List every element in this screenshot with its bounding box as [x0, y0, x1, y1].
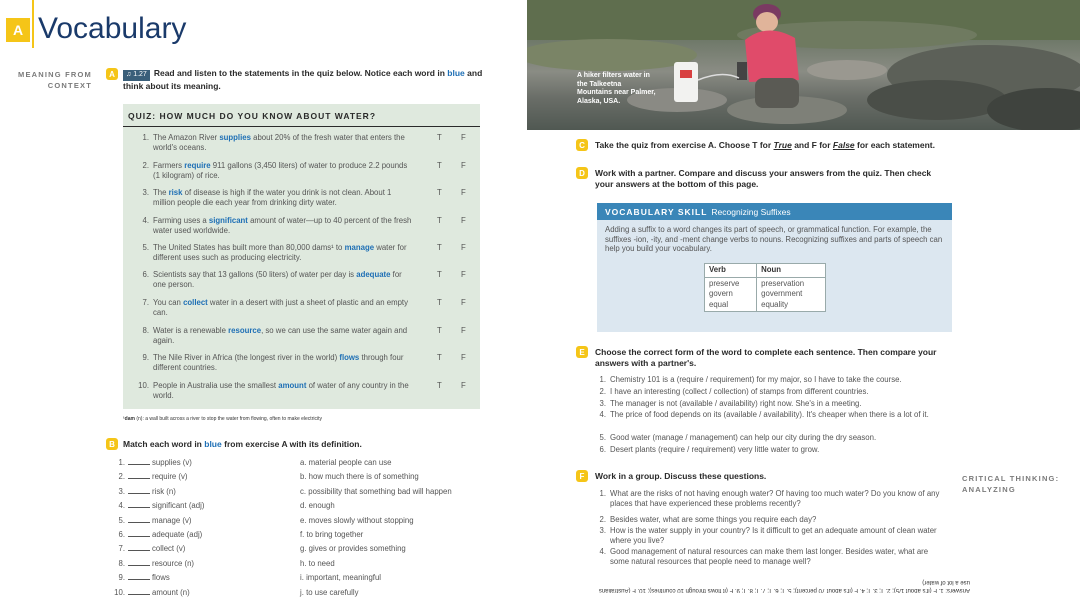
false-option[interactable]: F [461, 216, 466, 225]
true-option[interactable]: T [437, 188, 442, 197]
suffix-table-nouns: preservation government equality [757, 277, 826, 312]
quiz-item-number: 4. [142, 216, 149, 225]
false-option[interactable]: F [461, 326, 466, 335]
quiz-title: QUIZ: HOW MUCH DO YOU KNOW ABOUT WATER? [128, 111, 377, 121]
exercise-a-badge: A [106, 68, 118, 80]
match-word: flows [152, 573, 170, 583]
quiz-item-number: 1. [142, 133, 149, 142]
quiz-item-number: 3. [142, 188, 149, 197]
answer-blank[interactable] [128, 487, 150, 494]
answer-blank[interactable] [128, 501, 150, 508]
exercise-d-badge: D [576, 167, 588, 179]
answer-blank[interactable] [128, 544, 150, 551]
match-word: collect (v) [152, 544, 186, 554]
match-word-row [113, 516, 191, 526]
true-option[interactable]: T [437, 353, 442, 362]
match-definition: a. material people can use [300, 458, 392, 467]
quiz-item-number: 7. [142, 298, 149, 307]
quiz-item-text: The Amazon River supplies about 20% of the fresh water that enters the world's oceans. [153, 133, 405, 152]
answer-blank[interactable] [128, 516, 150, 523]
true-option[interactable]: T [437, 161, 442, 170]
answer-blank[interactable] [128, 573, 150, 580]
match-word-row [113, 544, 185, 554]
match-definition: j. to use carefully [300, 587, 359, 597]
match-definition: d. enough [300, 501, 335, 511]
quiz-item-text: Scientists say that 13 gallons (50 liters) of water per day is adequate for one person. [153, 270, 402, 289]
quiz-item-number: 9. [142, 353, 149, 362]
match-word-row [113, 501, 204, 511]
match-word-row [113, 487, 176, 497]
exercise-c-badge: C [576, 139, 588, 151]
true-option[interactable]: T [437, 298, 442, 307]
quiz-item-text: Water is a renewable resource, so we can use the same water again and again. [153, 326, 408, 345]
quiz-item-text: People in Australia use the smallest amount of water of any country in the world. [153, 381, 409, 400]
quiz-item-text: Farmers require 911 gallons (3,450 liters) of water to produce 2.2 pounds (1 kilogram) of rice. [153, 161, 408, 180]
exercise-a-instruction: ♫ 1.27 Read and listen to the statements in the quiz below. Notice each word in blue and think about its meaning. [123, 68, 483, 91]
match-word-number: 3. [118, 486, 125, 496]
answer-blank[interactable] [128, 458, 150, 465]
match-word-row [113, 472, 188, 482]
match-word-number: 6. [118, 530, 125, 539]
page-title: Vocabulary [38, 12, 187, 45]
match-word-number: 7. [118, 544, 125, 554]
vocabulary-skill-box [597, 203, 952, 332]
match-word: risk (n) [152, 486, 176, 496]
match-word: amount (n) [152, 587, 190, 597]
exercise-b-badge: B [106, 438, 118, 450]
photo-scene [527, 0, 1080, 130]
true-option[interactable]: T [437, 243, 442, 252]
exercise-f-badge: F [576, 470, 588, 482]
match-word-number: 2. [118, 472, 125, 482]
match-definition: g. gives or provides something [300, 544, 406, 554]
match-word: require (v) [152, 472, 188, 482]
match-definition: c. possibility that something bad will happen [300, 486, 452, 496]
suffix-table-verbs: preserve govern equal [705, 277, 757, 312]
quiz-item-text: The United States has built more than 80,000 dams¹ to manage water for different uses such as producing electricity. [153, 243, 407, 262]
false-option[interactable]: F [461, 270, 466, 279]
answer-blank[interactable] [128, 588, 150, 595]
answer-blank[interactable] [128, 530, 150, 537]
match-word-row [113, 588, 190, 598]
true-option[interactable]: T [437, 326, 442, 335]
match-word-row [113, 573, 170, 583]
true-option[interactable]: T [437, 133, 442, 142]
suffix-table-header-noun: Noun [757, 264, 826, 278]
quiz-divider [123, 126, 480, 127]
match-word-number: 5. [118, 515, 125, 525]
match-word-row [113, 530, 202, 540]
exercise-c-instruction: Take the quiz from exercise A. Choose T for True and F for False for each statement. [595, 140, 935, 150]
quiz-item-number: 10. [138, 381, 149, 390]
quiz-item-number: 6. [142, 270, 149, 279]
quiz-item-number: 8. [142, 326, 149, 335]
answer-blank[interactable] [128, 559, 150, 566]
false-option[interactable]: F [461, 298, 466, 307]
photo-caption: A hiker filters water in the Talkeetna Mountains near Palmer, Alaska, USA. [577, 72, 656, 105]
match-definition: h. to need [300, 558, 335, 568]
footnote: ¹dam (n): a wall built across a river to stop the water from flowing, often to make electricity [123, 416, 322, 422]
false-option[interactable]: F [461, 381, 466, 390]
title-accent-bar [32, 0, 34, 48]
exercise-f-instruction: Work in a group. Discuss these questions. [595, 471, 767, 481]
match-word: resource (n) [152, 558, 195, 568]
match-word-number: 1. [118, 458, 125, 467]
match-word-number: 10. [114, 587, 125, 597]
quiz-item-text: You can collect water in a desert with just a sheet of plastic and an empty can. [153, 298, 408, 317]
false-option[interactable]: F [461, 133, 466, 142]
quiz-item-text: The Nile River in Africa (the longest river in the world) flows through four different countries. [153, 353, 404, 372]
match-word-row [113, 458, 192, 468]
true-option[interactable]: T [437, 216, 442, 225]
false-option[interactable]: F [461, 161, 466, 170]
match-word-number: 4. [118, 501, 125, 511]
quiz-item-number: 2. [142, 161, 149, 170]
exercise-b-instruction: Match each word in blue from exercise A with its definition. [123, 439, 362, 449]
match-definition: f. to bring together [300, 530, 364, 539]
quiz-item-text: The risk of disease is high if the water you drink is not clean. About 1 million people die each year from drinking dirty water. [153, 188, 392, 207]
match-word-row [113, 559, 194, 569]
exercise-e-badge: E [576, 346, 588, 358]
quiz-item-text: Farming uses a significant amount of water—up to 40 percent of the fresh water used worldwide. [153, 216, 412, 235]
match-definition: e. moves slowly without stopping [300, 515, 414, 525]
quiz-item-number: 5. [142, 243, 149, 252]
vocabulary-skill-header: VOCABULARY SKILL Recognizing Suffixes [597, 203, 952, 220]
vocabulary-skill-body: Adding a suffix to a word changes its part of speech, or grammatical function. For example, the suffixes -ion, -ity, and -ment change verbs to nouns. Recognizing suffixes and parts of speech can help you build your vocabulary. [605, 225, 943, 253]
suffix-table-header-verb: Verb [705, 264, 757, 278]
side-label-meaning: MEANING FROM CONTEXT [18, 70, 92, 90]
match-word-number: 9. [118, 573, 125, 583]
false-option[interactable]: F [461, 353, 466, 362]
answer-key-upside-down: Answers: 1. F (it's about 1/5); 2. T; 3. T; 4. F (it's about 70 percent); 5. T; 6. T; 7. T; 8. T; 9. F (it flows through 10 countries); 10. F (Australians use a lot of water) [598, 579, 970, 593]
quiz-box [123, 104, 480, 409]
false-option[interactable]: F [461, 243, 466, 252]
match-definition: i. important, meaningful [300, 573, 382, 583]
match-word: supplies (v) [152, 458, 192, 467]
match-definition: b. how much there is of something [300, 472, 419, 482]
suffix-table [704, 263, 826, 312]
section-badge: A [6, 18, 30, 42]
match-word: significant (adj) [152, 501, 205, 511]
true-option[interactable]: T [437, 270, 442, 279]
hiker-photo [527, 0, 1080, 130]
match-word: adequate (adj) [152, 530, 203, 539]
match-word-number: 8. [118, 558, 125, 568]
exercise-d-instruction: Work with a partner. Compare and discuss your answers from the quiz. Then check your answers at the bottom of this page. [595, 168, 932, 189]
audio-track-icon[interactable]: ♫ 1.27 [123, 70, 150, 81]
answer-blank[interactable] [128, 472, 150, 479]
match-word: manage (v) [152, 515, 192, 525]
side-label-critical-thinking: CRITICAL THINKING: ANALYZING [962, 474, 1060, 494]
false-option[interactable]: F [461, 188, 466, 197]
true-option[interactable]: T [437, 381, 442, 390]
exercise-e-instruction: Choose the correct form of the word to complete each sentence. Then compare your answers with a partner's. [595, 347, 937, 368]
